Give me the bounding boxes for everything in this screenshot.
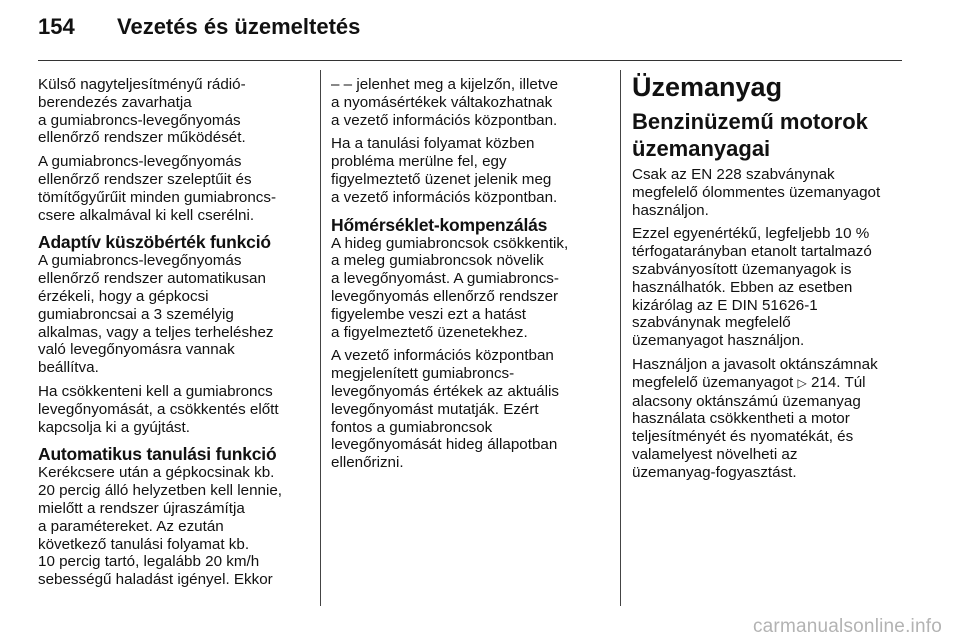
paragraph: Ezzel egyenértékű, legfeljebb 10 % térfogatarányban etanolt tartalmazó szabványosított üzemanyagok is használhatók. Ebben az esetben kizárólag az E DIN 51626-1 szabványnak megfelelő üzemanyagot használjon. (632, 225, 872, 350)
paragraph: – – jelenhet meg a kijelzőn, illetve a nyomásértékek váltakozhatnak a vezető információs központban. (331, 76, 559, 129)
paragraph: Kerékcsere után a gépkocsinak kb. 20 percig álló helyzetben kell lennie, mielőtt a rendszer újraszámítja a paramétereket. Az ezután következő tanulási folyamat kb. 10 percig tartó, legalább 20 km/h sebességű haladást igényel. Ekkor (38, 464, 283, 589)
paragraph: A gumiabroncs-levegőnyomás ellenőrző rendszer automatikusan érzékeli, hogy a gépkocsi gumiabroncsai a 3 személyig alkalmas, vagy a teljes terheléshez való levegőnyomásra vannak beállítva. (38, 252, 274, 377)
page-number: 154 (38, 14, 75, 39)
heading-adaptive-threshold: Adaptív küszöbérték funkció (38, 232, 271, 253)
page-header (38, 14, 360, 40)
column-2 (331, 76, 593, 478)
header-rule (38, 60, 902, 61)
subsection-title-petrol-fuels: Benzinüzemű motorok üzemanyagai (632, 109, 868, 161)
heading-auto-learning: Automatikus tanulási funkció (38, 444, 277, 465)
paragraph: Ha csökkenteni kell a gumiabroncs levegőnyomását, a csökkentés előtt kapcsolja ki a gyújtást. (38, 382, 279, 436)
paragraph: Külső nagyteljesítményű rádió- berendezés zavarhatja a gumiabroncs-levegőnyomás ellenőrző rendszer működését. (38, 76, 246, 147)
page-reference-icon: ▷ (797, 375, 807, 390)
heading-temperature-compensation: Hőmérséklet-kompenzálás (331, 214, 548, 235)
column-3 (632, 72, 907, 488)
paragraph: A gumiabroncs-levegőnyomás ellenőrző rendszer szeleptűit és tömítőgyűrűit minden gumiabroncs- csere alkalmával ki kell cserélni. (38, 153, 277, 224)
section-title-fuel: Üzemanyag (632, 72, 783, 102)
chapter-title: Vezetés és üzemeltetés (117, 14, 361, 39)
column-divider-1 (320, 70, 321, 606)
page-reference-line: megfelelő üzemanyagot ▷ 214. Túl (632, 373, 866, 391)
watermark: carmanualsonline.info (752, 616, 942, 637)
paragraph: Ha a tanulási folyamat közben probléma merülne fel, egy figyelmeztető üzenet jelenik meg a vezető információs központban. (331, 135, 558, 206)
paragraph: A vezető információs központban megjelenített gumiabroncs- levegőnyomás értékek az aktuális levegőnyomást mutatják. Ezért fontos a gumiabroncsok levegőnyomását hideg állapotban ellenőrizni. (331, 347, 559, 472)
column-1 (38, 76, 306, 595)
paragraph: Csak az EN 228 szabványnak megfelelő ólommentes üzemanyagot használjon. (632, 166, 881, 219)
column-divider-2 (620, 70, 621, 606)
paragraph: A hideg gumiabroncsok csökkentik, a meleg gumiabroncsok növelik a levegőnyomást. A gumiabroncs- levegőnyomás ellenőrző rendszer figyelembe veszi ezt a hatást a figyelmeztető üzenetekhez. (331, 234, 569, 341)
paragraph: Használjon a javasolt oktánszámnak megfelelő üzemanyagot ▷ 214. Túl alacsony oktánszámú üzemanyag használata csökkentheti a motor teljesítményét és nyomatékát, és valamelyest növelheti az üzemanyag-fogyasztást. (632, 356, 907, 482)
